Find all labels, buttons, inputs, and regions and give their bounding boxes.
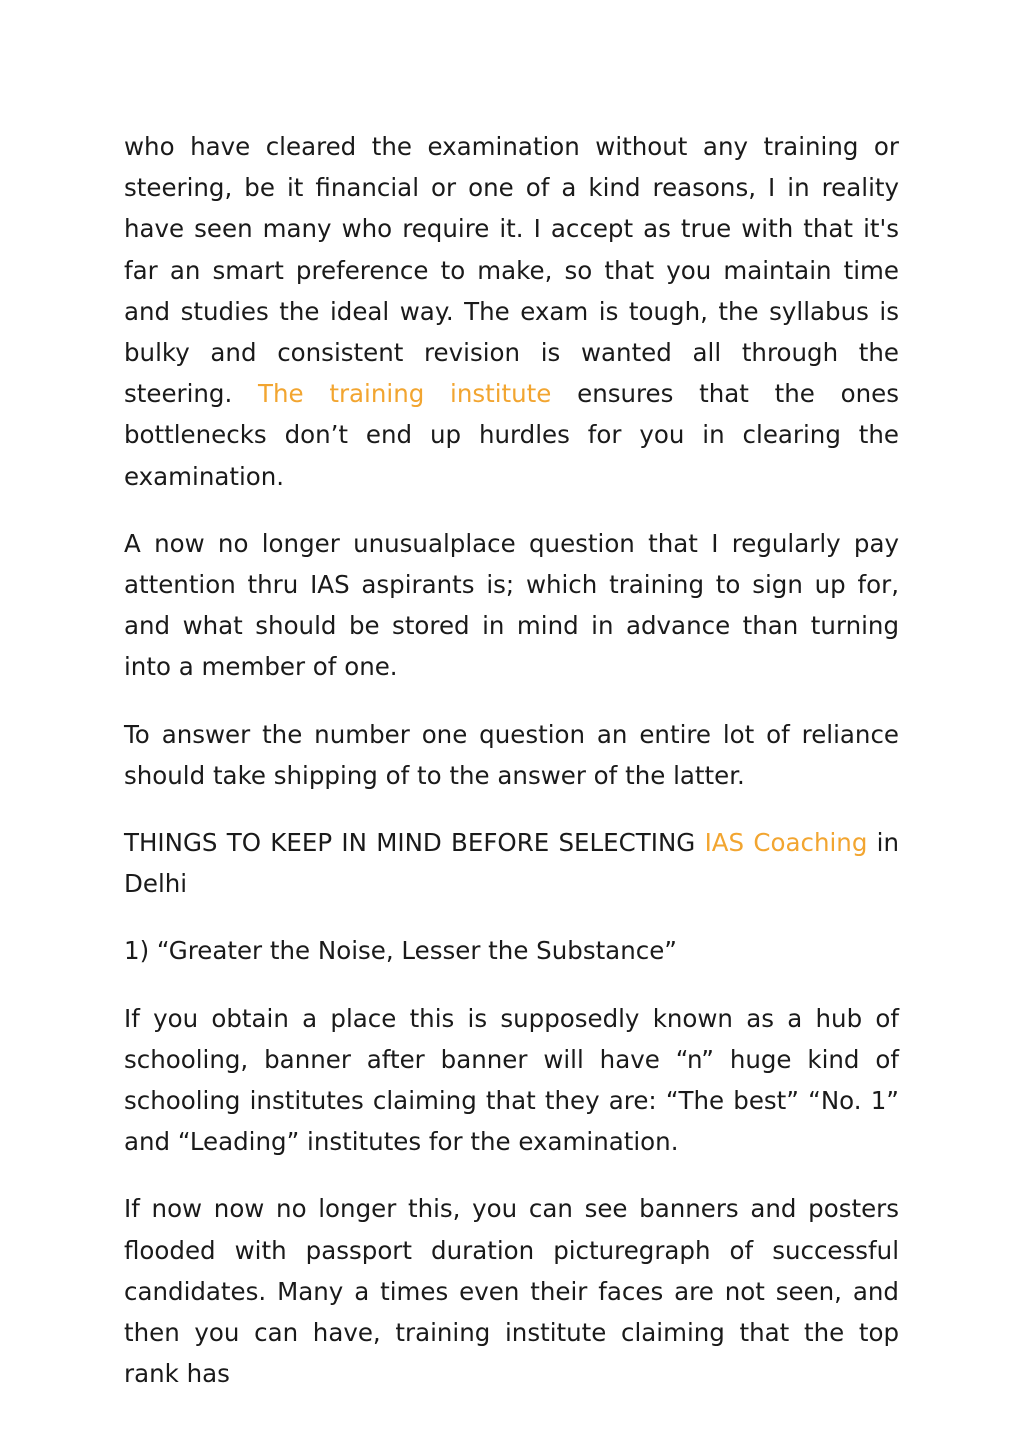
section-heading bbox=[124, 822, 899, 904]
paragraph-6: If you obtain a place this is supposedly known as a hub of schooling, banner after banner will have “n” huge kind of schooling institutes claiming that they are: “The best” “No. 1” and “Leading” institutes for the examination. bbox=[124, 1003, 899, 1157]
paragraph-1-text: who have cleared the examination without any training or steering, be it financial or one of a kind reasons, I in reality have seen many who require it. I accept as true with that it's far an smart preference to make, so that you maintain time and studies the ideal way. The exam is tough, the syllabus is bulky and consistent revision is wanted all through the steering. bbox=[124, 132, 899, 409]
section-heading-text: THINGS TO KEEP IN MIND BEFORE SELECTING bbox=[124, 828, 705, 858]
paragraph-2: A now no longer unusualplace question that I regularly pay attention thru IAS aspirants is; which training to sign up for, and what should be stored in mind in advance than turning into a member of one. bbox=[124, 528, 899, 682]
paragraph-1 bbox=[124, 126, 899, 497]
paragraph-7: If now now no longer this, you can see banners and posters flooded with passport duration picturegraph of successful candidates. Many a times even their faces are not seen, and then you can have, training institute claiming that the top rank has bbox=[124, 1194, 899, 1389]
training-institute-link[interactable]: The training institute bbox=[258, 379, 552, 409]
document-page bbox=[124, 126, 899, 1420]
paragraph-3: To answer the number one question an entire lot of reliance should take shipping of to the answer of the latter. bbox=[124, 719, 899, 790]
list-item-1: 1) “Greater the Noise, Lesser the Substance” bbox=[124, 936, 677, 966]
paragraph-1-after: ensures that the ones bottlenecks don’t end up hurdles for you in clearing the examination. bbox=[124, 379, 899, 491]
ias-coaching-link[interactable]: IAS Coaching bbox=[704, 828, 868, 858]
section-heading-after: in Delhi bbox=[124, 828, 900, 899]
